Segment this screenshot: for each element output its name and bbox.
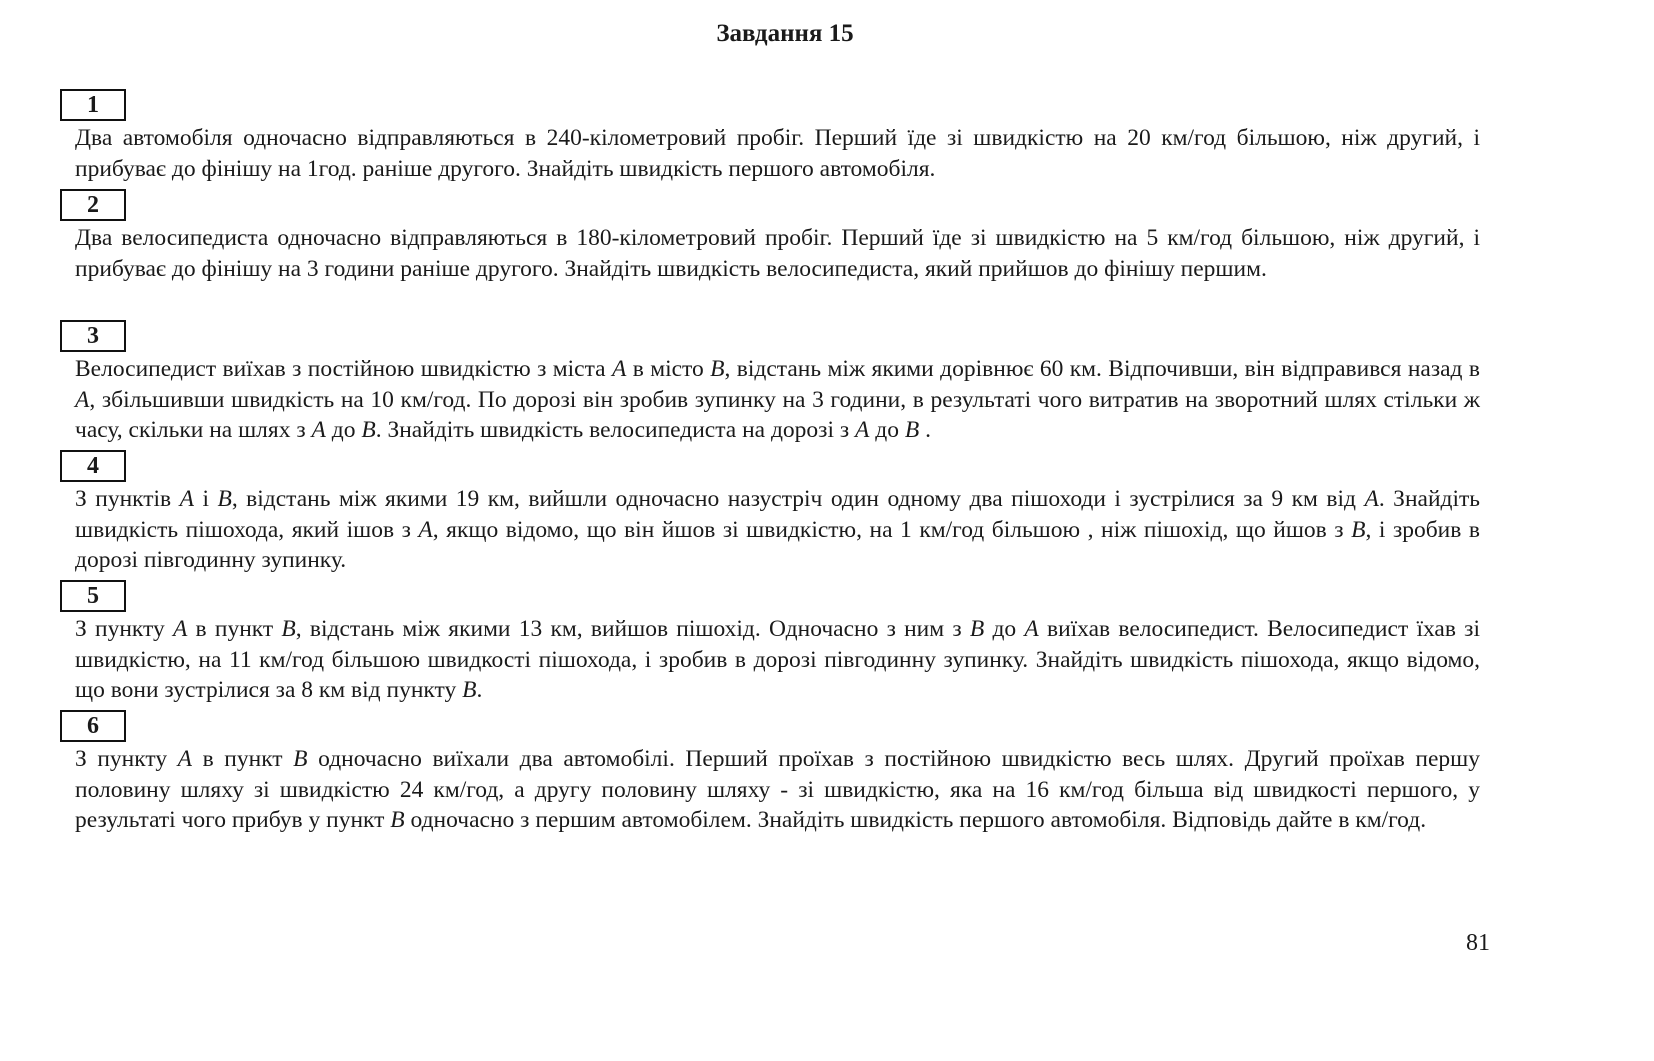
text-segment: З пунктів <box>75 486 180 512</box>
task-text <box>75 484 1480 576</box>
task-3 <box>60 320 1480 446</box>
task-number-box: 1 <box>60 89 126 121</box>
variable-label: B <box>361 417 376 443</box>
text-segment: одночасно з першим автомобілем. Знайдіть швидкість першого автомобіля. Відповідь дайте в км/год. <box>404 807 1427 833</box>
text-segment: і <box>193 486 218 512</box>
variable-label: A <box>179 486 194 512</box>
text-segment: в пункт <box>187 616 282 642</box>
text-segment: , збільшивши швидкість на 10 км/год. По дорозі він зробив зупинку на 3 години, в результаті чого витратив на зворотний шлях стільки ж часу, скільки на шлях з <box>75 386 1480 443</box>
text-segment: Велосипедист виїхав з постійною швидкістю з міста <box>75 356 612 382</box>
task-number-box: 2 <box>60 189 126 221</box>
text-segment: . Знайдіть швидкість пішохода, який ішов з <box>75 486 1481 543</box>
text-segment: , якщо відомо, що він йшов зі швидкістю, на 1 км/год більшою , ніж пішохід, що йшов з <box>432 516 1352 543</box>
variable-label: B <box>293 746 308 772</box>
task-number-box: 6 <box>60 710 126 742</box>
text-segment: в пункт <box>192 746 294 772</box>
text-segment: . <box>919 417 931 443</box>
variable-label: A <box>418 516 433 543</box>
variable-label: A <box>177 746 193 772</box>
variable-label: B <box>462 677 477 703</box>
text-segment: З пункту <box>75 616 173 642</box>
text-segment: одночасно виїхали два автомобілі. Перший проїхав з постійною швидкістю весь шлях. Другий проїхав першу половину шляху зі швидкістю 24 км/год, а другу половину шляху - зі швидкістю, яка на 16 км/год більша від швидкості першого, у результаті чого прибув у пункт <box>75 746 1480 833</box>
variable-label: A <box>172 616 188 642</box>
variable-label: A <box>1024 616 1039 642</box>
variable-label: B <box>710 356 725 382</box>
text-segment: в місто <box>626 356 711 382</box>
task-2 <box>60 189 1480 284</box>
text-segment: Два автомобіля одночасно відправляються в 240-кілометровий пробіг. Перший їде зі швидкістю на 20 км/год більшою, ніж другий, і прибуває до фінішу на 1год. раніше другого. Знайдіть швидкість першого автомобіля. <box>75 125 1480 182</box>
text-segment: виїхав велосипедист. Велосипедист їхав зі швидкістю, на 11 км/год більшою швидкості пішохода, і зробив в дорозі півгодинну зупинку. Знайдіть швидкість пішохода, якщо відомо, що вони зустрілися за 8 км від пункту <box>75 616 1480 703</box>
variable-label: B <box>1351 516 1366 543</box>
text-segment: до <box>325 417 362 443</box>
task-number-box: 5 <box>60 580 126 612</box>
variable-label: A <box>311 417 326 443</box>
task-text <box>75 354 1480 446</box>
task-text <box>75 744 1480 836</box>
text-segment: , і зробив в дорозі півгодинну зупинку. <box>75 516 1480 573</box>
page-number: 81 <box>1466 930 1490 956</box>
task-4 <box>60 450 1480 576</box>
variable-label: B <box>969 616 985 642</box>
text-segment: З пункту <box>75 746 178 772</box>
task-number-box: 3 <box>60 320 126 352</box>
page-title: Завдання 15 <box>716 20 854 47</box>
task-5 <box>60 580 1480 706</box>
text-segment: , відстань між якими 13 км, вийшов пішохід. Одночасно з ним з <box>295 616 970 642</box>
variable-label: A <box>855 417 870 443</box>
text-segment: , відстань між якими 19 км, вийшли одночасно назустріч один одному два пішоходи і зустрілися за 9 км від <box>231 486 1365 512</box>
variable-label: B <box>904 417 920 443</box>
variable-label: B <box>281 616 296 642</box>
task-1 <box>60 89 1480 184</box>
text-segment: до <box>869 417 905 443</box>
variable-label: B <box>217 486 232 512</box>
variable-label: A <box>611 356 627 382</box>
text-segment: . Знайдіть швидкість велосипедиста на дорозі з <box>375 417 856 443</box>
variable-label: B <box>390 807 405 833</box>
variable-label: A <box>75 386 90 413</box>
task-number-box: 4 <box>60 450 126 482</box>
task-6 <box>60 710 1480 836</box>
text-segment: . <box>476 677 483 703</box>
text-segment: до <box>984 616 1025 642</box>
text-segment: Два велосипедиста одночасно відправляються в 180-кілометровий пробіг. Перший їде зі швидкістю на 5 км/год більшою, ніж другий, і прибуває до фінішу на 3 години раніше другого. Знайдіть швидкість велосипедиста, який прийшов до фінішу першим. <box>75 225 1480 282</box>
text-segment: , відстань між якими дорівнює 60 км. Відпочивши, він відправився назад в <box>724 356 1480 382</box>
task-text <box>75 614 1480 706</box>
variable-label: A <box>1364 486 1379 512</box>
task-text <box>75 223 1480 284</box>
task-text <box>75 123 1480 184</box>
